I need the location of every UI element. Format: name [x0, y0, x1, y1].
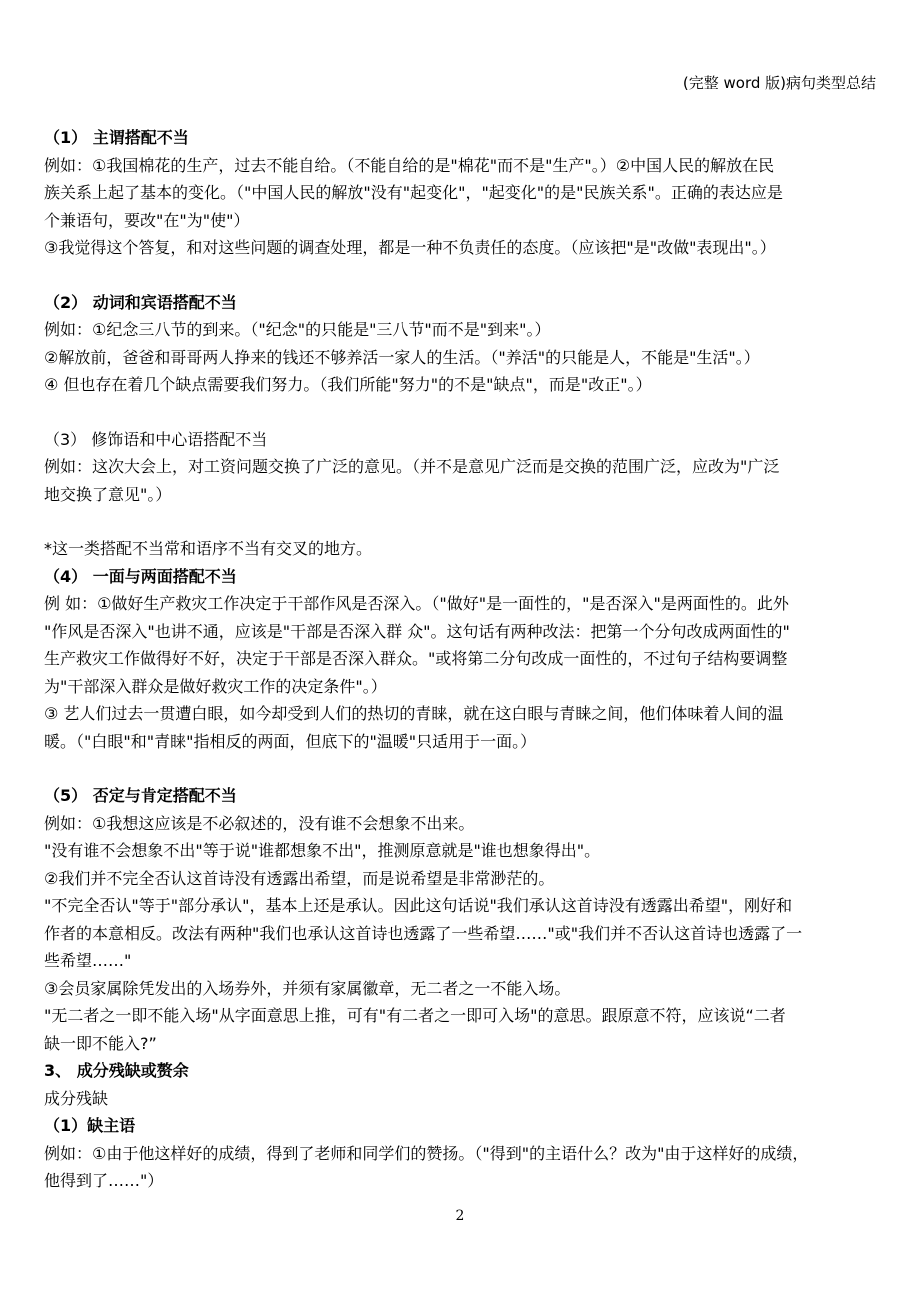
- page-number: 2: [455, 1208, 465, 1224]
- text-line: 地交换了意见"。）: [44, 484, 172, 504]
- text-line: 个兼语句，要改"在"为"使"）: [44, 210, 250, 230]
- text-line: 暖。（"白眼"和"青睐"指相反的两面，但底下的"温暖"只适用于一面。）: [44, 731, 537, 751]
- text-line: "作风是否深入"也讲不通，应该是"干部是否深入群 众"。这句话有两种改法：把第一个分句改成两面性的": [44, 621, 790, 641]
- text-line: 生产救灾工作做得好不好，决定于干部是否深入群众。"或将第二分句改成一面性的，不过句子结构要调整: [44, 649, 788, 668]
- text-line: 例如：①我国棉花的生产，过去不能自给。（不能自给的是"棉花"而不是"生产"。）②中国人民的解放在民: [44, 155, 775, 175]
- document-body: [44, 124, 884, 1195]
- section-heading-modifier: （3） 修饰语和中心语搭配不当: [44, 429, 268, 449]
- section-heading-one-two-sided: （4） 一面与两面搭配不当: [44, 566, 237, 586]
- section-heading-negation: （5） 否定与肯定搭配不当: [44, 786, 237, 805]
- spacer: [44, 755, 884, 782]
- text-line: 例 如：①做好生产救灾工作决定于干部作风是否深入。（"做好"是一面性的，"是否深入"是两面性的。此外: [44, 594, 789, 613]
- text-line: 些希望……": [44, 951, 132, 970]
- chapter-heading-missing-redundant: 3、 成分残缺或赘余: [44, 1061, 189, 1080]
- text-line: ③我觉得这个答复，和对这些问题的调查处理，都是一种不负责任的态度。（应该把"是"改做"表现出"。）: [44, 238, 776, 257]
- text-line: ③ 艺人们过去一贯遭白眼，如今却受到人们的热切的青睐，就在这白眼与青睐之间，他们体味着人间的温: [44, 704, 784, 723]
- subsection-label: 成分残缺: [44, 1088, 109, 1108]
- spacer: [44, 399, 884, 426]
- text-line: "不完全否认"等于"部分承认"，基本上还是承认。因此这句话说"我们承认这首诗没有透露出希望"，刚好和: [44, 896, 793, 915]
- spacer: [44, 508, 884, 535]
- section-heading-subject-predicate: （1） 主谓搭配不当: [44, 128, 189, 147]
- note-line: *这一类搭配不当常和语序不当有交叉的地方。: [44, 539, 373, 558]
- text-line: 他得到了……"）: [44, 1171, 164, 1190]
- section-heading-missing-subject: （1）缺主语: [44, 1116, 136, 1135]
- text-line: ④ 但也存在着几个缺点需要我们努力。（我们所能"努力"的不是"缺点"，而是"改正"。）: [44, 375, 652, 394]
- text-line: 为"干部深入群众是做好救灾工作的决定条件"。）: [44, 676, 387, 696]
- text-line: "无二者之一即不能入场"从字面意思上推，可有"有二者之一即可入场"的意思。跟原意不符，应该说“二者: [44, 1006, 786, 1025]
- text-line: 例如：①我想这应该是不必叙述的，没有谁不会想象不出来。: [44, 813, 475, 833]
- text-line: 例如：①由于他这样好的成绩，得到了老师和同学们的赞扬。（"得到"的主语什么？改为"由于这样好的成绩，: [44, 1143, 809, 1163]
- text-line: 族关系上起了基本的变化。（"中国人民的解放"没有"起变化"，"起变化"的是"民族关系"。正确的表达应是: [44, 183, 783, 202]
- text-line: ③会员家属除凭发出的入场券外，并须有家属徽章，无二者之一不能入场。: [44, 978, 571, 998]
- document-header-title: (完整 word 版)病句类型总结: [682, 74, 876, 92]
- spacer: [44, 262, 884, 289]
- text-line: ②解放前，爸爸和哥哥两人挣来的钱还不够养活一家人的生活。（"养活"的只能是人，不能是"生活"。）: [44, 347, 760, 367]
- section-heading-verb-object: （2） 动词和宾语搭配不当: [44, 292, 237, 312]
- text-line: 缺一即不能入?”: [44, 1033, 157, 1053]
- text-line: "没有谁不会想象不出"等于说"谁都想象不出"，推测原意就是"谁也想象得出"。: [44, 841, 601, 860]
- text-line: 作者的本意相反。改法有两种"我们也承认这首诗也透露了一些希望……"或"我们并不否认这首诗也透露了一: [44, 923, 803, 943]
- text-line: ②我们并不完全否认这首诗没有透露出希望，而是说希望是非常渺茫的。: [44, 868, 555, 888]
- text-line: 例如：这次大会上，对工资问题交换了广泛的意见。（并不是意见广泛而是交换的范围广泛，应改为"广泛: [44, 457, 780, 476]
- text-line: 例如：①纪念三八节的到来。（"纪念"的只能是"三八节"而不是"到来"。）: [44, 320, 551, 339]
